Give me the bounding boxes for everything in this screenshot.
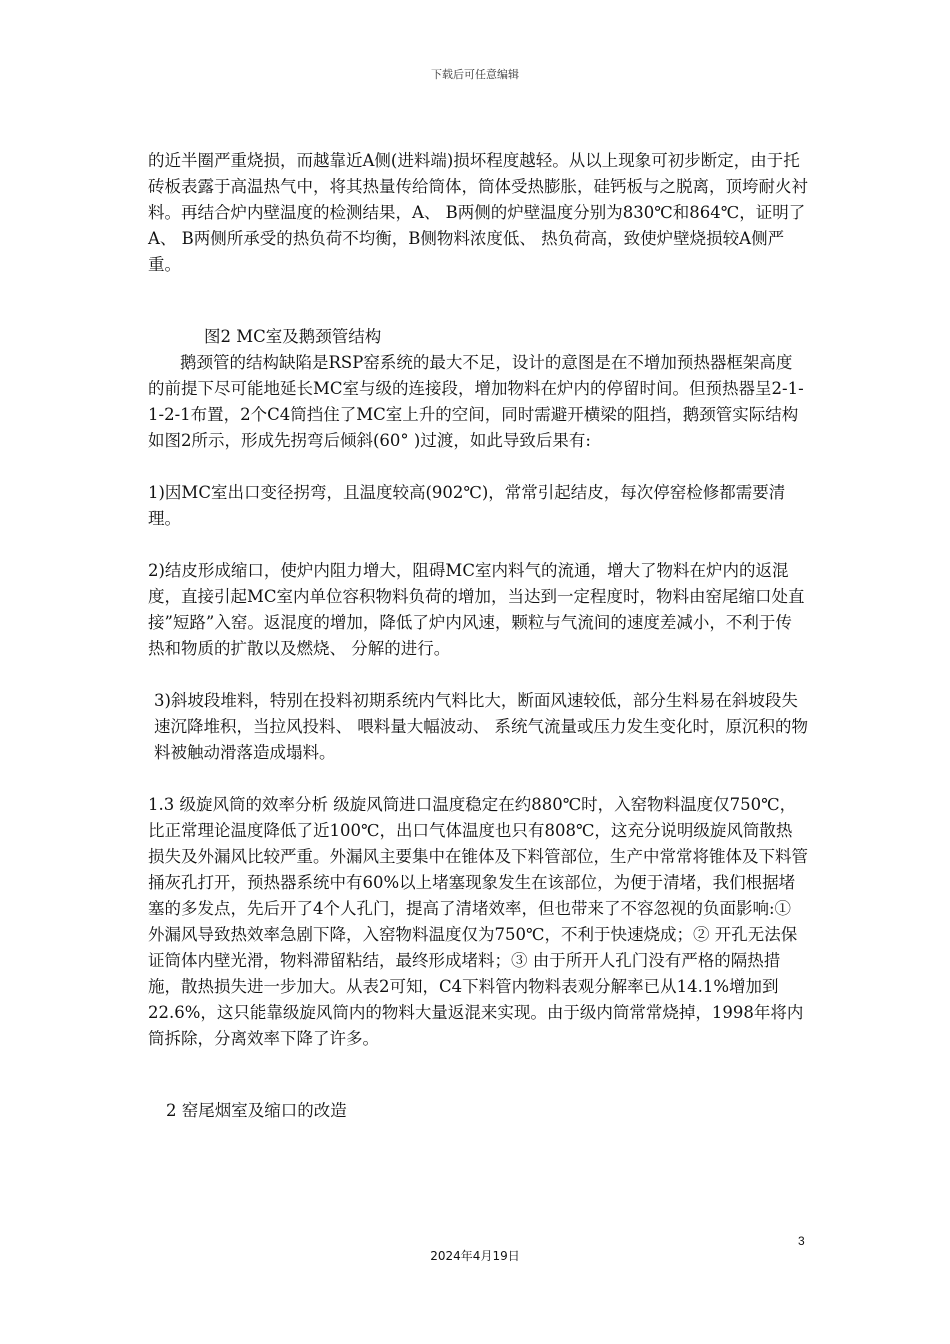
section-heading: 2 窑尾烟室及缩口的改造 [166,1101,347,1120]
list-item-3: 3)斜坡段堆料，特别在投料初期系统内气料比大，断面风速较低，部分生料易在斜坡段失速沉降堆积，当拉风投料、 喂料量大幅波动、 系统气流量或压力发生变化时，原沉积的物料被触动滑落造成塌料。 [154,691,808,762]
page-header: 下载后可任意编辑 [431,68,519,81]
list-item-1: 1)因MC室出口变径拐弯，且温度较高(902℃)，常常引起结皮，每次停窑检修都需要清理。 [148,483,786,528]
list-item-2: 2)结皮形成缩口，使炉内阻力增大，阻碍MC室内料气的流通，增大了物料在炉内的返混度，直接引起MC室内单位容积物料负荷的增加，当达到一定程度时，物料由窑尾缩口处直接”短路”入窑。返混度的增加，降低了炉内风速，颗粒与气流间的速度差减小，不利于传热和物质的扩散以及燃烧、 分解的进行。 [148,561,805,658]
body-text [148,148,808,1124]
figure-caption: 图2 MC室及鹅颈管结构 [204,327,382,346]
page-number: 3 [798,1234,805,1248]
paragraph-furnace-damage: 的近半圈严重烧损，而越靠近A侧(进料端)损坏程度越轻。从以上现象可初步断定，由于托砖板表露于高温热气中，将其热量传给筒体，筒体受热膨胀，硅钙板与之脱离，顶垮耐火衬料。再结合炉内壁温度的检测结果，A、 B两侧的炉壁温度分别为830℃和864℃，证明了A、 B两侧所承受的热负荷不均衡，B侧物料浓度低、 热负荷高，致使炉壁烧损较A侧严重。 [148,151,808,274]
paragraph-gooseneck-defect: 鹅颈管的结构缺陷是RSP窑系统的最大不足，设计的意图是在不增加预热器框架高度的前提下尽可能地延长MC室与级的连接段，增加物料在炉内的停留时间。但预热器呈2-1-1-2-1布置，2个C4筒挡住了MC室上升的空间，同时需避开横梁的阻挡，鹅颈管实际结构如图2所示，形成先拐弯后倾斜(60° )过渡，如此导致后果有: [148,353,804,450]
paragraph-cyclone-efficiency: 1.3 级旋风筒的效率分析 级旋风筒进口温度稳定在约880℃时，入窑物料温度仅750℃，比正常理论温度降低了近100℃，出口气体温度也只有808℃，这充分说明级旋风筒散热损失及外漏风比较严重。外漏风主要集中在锥体及下料管部位，生产中常常将锥体及下料管捅灰孔打开，预热器系统中有60%以上堵塞现象发生在该部位，为便于清堵，我们根据堵塞的多发点，先后开了4个人孔门，提高了清堵效率，但也带来了不容忽视的负面影响:① 外漏风导致热效率急剧下降，入窑物料温度仅为750℃，不利于快速烧成；② 开孔无法保证筒体内壁光滑，物料滞留粘结，最终形成堵料；③ 由于所开人孔门没有严格的隔热措施，散热损失进一步加大。从表2可知，C4下料管内物料表观分解率已从14.1%增加到22.6%，这只能靠级旋风筒内的物料大量返混来实现。由于级内筒常常烧掉，1998年将内筒拆除，分离效率下降了许多。 [148,795,808,1048]
footer-date: 2024年4月19日 [430,1249,520,1263]
